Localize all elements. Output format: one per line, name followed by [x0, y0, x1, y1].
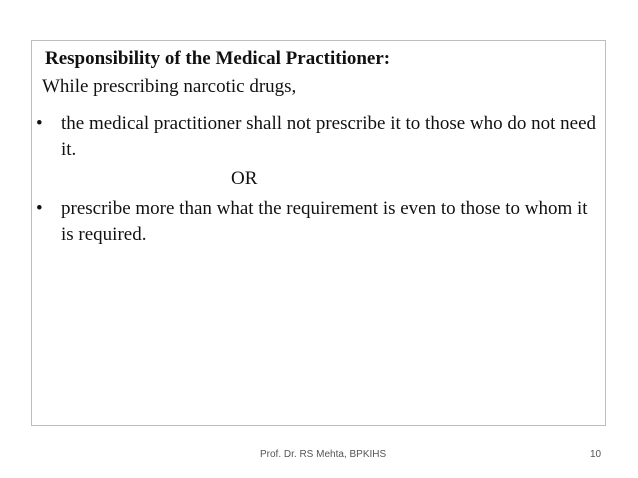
bullet-text: the medical practitioner shall not prescribe it to those who do not need it. — [61, 113, 597, 160]
bullet-marker: • — [36, 113, 43, 134]
bullet-item-1 — [36, 111, 596, 163]
page-number: 10 — [590, 449, 602, 460]
bullet-marker: • — [36, 198, 43, 219]
footer-author: Prof. Dr. RS Mehta, BPKIHS — [260, 449, 387, 460]
slide-title: Responsibility of the Medical Practitioner: — [45, 48, 391, 69]
or-separator: OR — [231, 168, 258, 189]
intro-text: While prescribing narcotic drugs, — [42, 76, 297, 97]
bullet-item-2 — [36, 196, 596, 248]
bullet-text: prescribe more than what the requirement is even to those to whom it is required. — [61, 198, 588, 245]
